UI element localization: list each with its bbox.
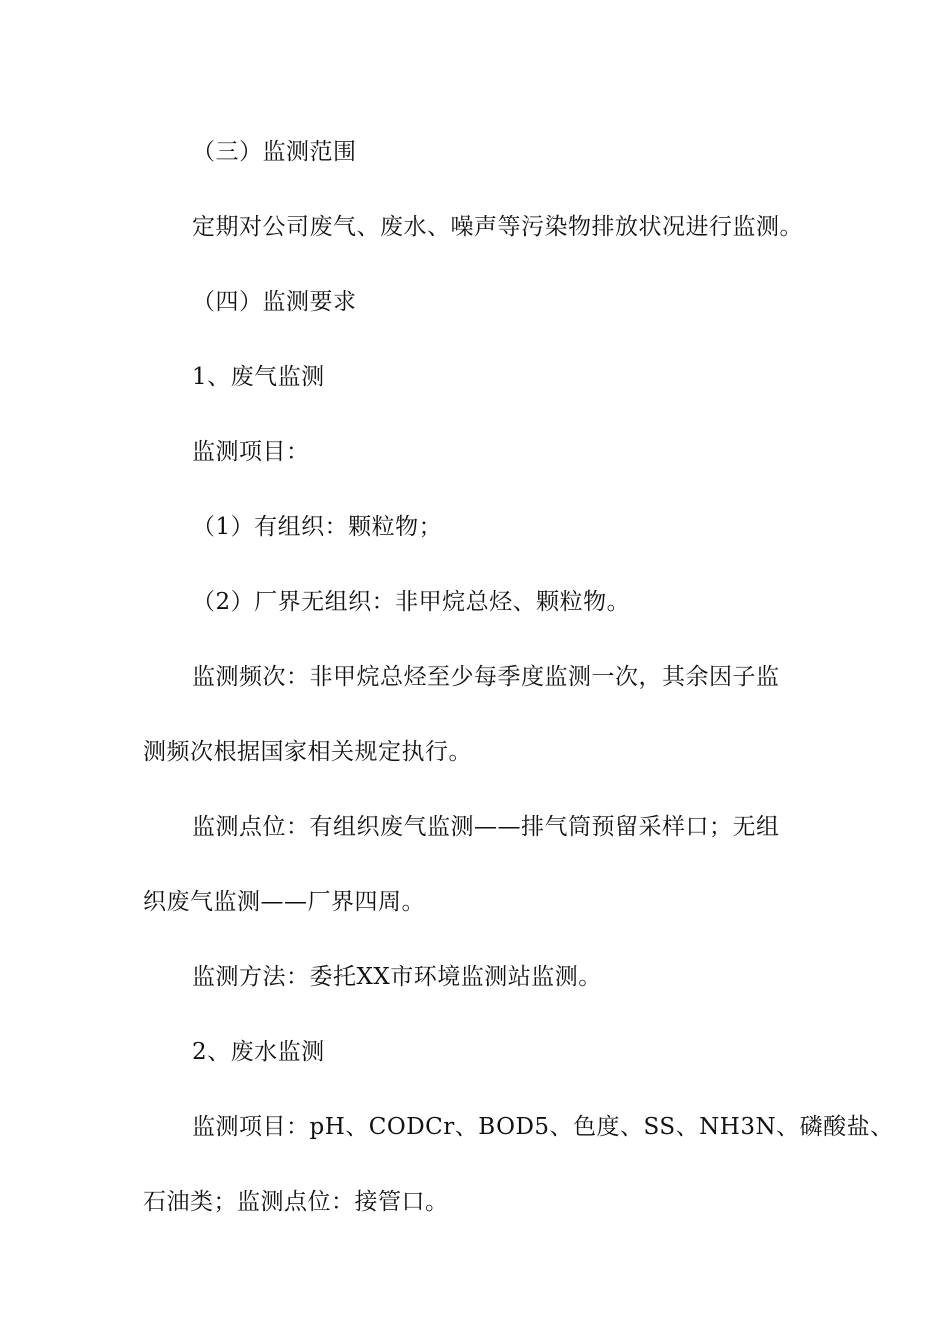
paragraph-monitoring-method: 监测方法：委托XX市环境监测站监测。 bbox=[192, 964, 602, 990]
subheading-exhaust-gas-monitoring: 1、废气监测 bbox=[192, 364, 325, 390]
paragraph-monitoring-points-line-1: 监测点位：有组织废气监测——排气筒预留采样口；无组 bbox=[192, 814, 780, 840]
subheading-wastewater-monitoring: 2、废水监测 bbox=[192, 1039, 325, 1065]
paragraph-monitoring-frequency-line-2: 测频次根据国家相关规定执行。 bbox=[143, 739, 472, 765]
section-heading-monitoring-scope: （三）监测范围 bbox=[192, 139, 357, 165]
paragraph-monitoring-items-label: 监测项目： bbox=[192, 439, 310, 465]
list-item-organized-emission: （1）有组织：颗粒物； bbox=[192, 514, 443, 540]
paragraph-wastewater-items-line-2: 石油类；监测点位：接管口。 bbox=[143, 1189, 449, 1215]
paragraph-scope-description: 定期对公司废气、废水、噪声等污染物排放状况进行监测。 bbox=[192, 214, 803, 240]
paragraph-wastewater-items-line-1: 监测项目：pH、CODCr、BOD5、色度、SS、NH3N、磷酸盐、 bbox=[192, 1114, 894, 1140]
section-heading-monitoring-requirements: （四）监测要求 bbox=[192, 289, 357, 315]
paragraph-monitoring-points-line-2: 织废气监测——厂界四周。 bbox=[143, 889, 425, 915]
list-item-fugitive-emission: （2）厂界无组织：非甲烷总烃、颗粒物。 bbox=[192, 589, 631, 615]
paragraph-monitoring-frequency-line-1: 监测频次：非甲烷总烃至少每季度监测一次，其余因子监 bbox=[192, 664, 780, 690]
